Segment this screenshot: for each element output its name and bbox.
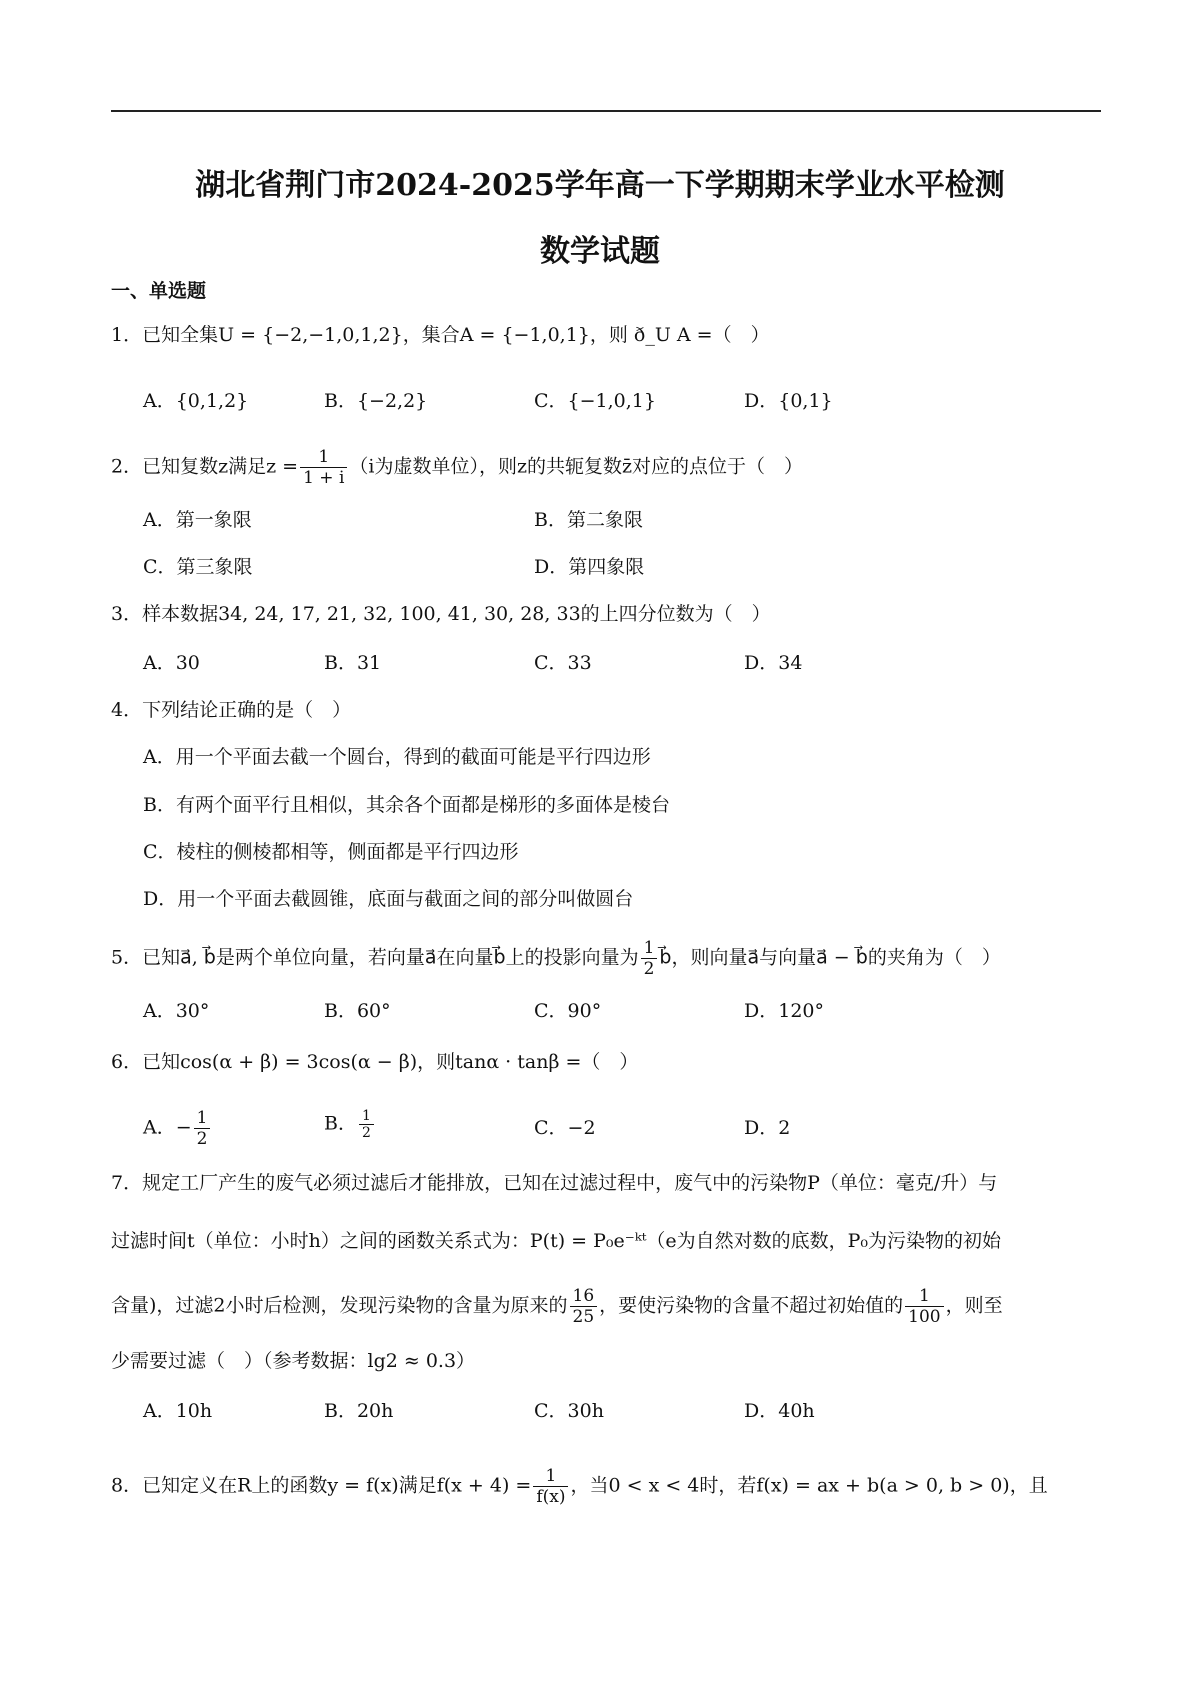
q6-option-c: C．−2	[534, 1117, 596, 1139]
q6-option-b	[324, 1108, 376, 1141]
q7-line3-before: 含量)，过滤2小时后检测，发现污染物的含量为原来的	[111, 1294, 568, 1317]
q5-frac-den: 2	[643, 959, 655, 979]
q2-option-b: B．第二象限	[534, 509, 643, 531]
q3-option-c: C．33	[534, 652, 592, 674]
question-7-line-1: 7．规定工厂产生的废气必须过滤后才能排放，已知在过滤过程中，废气中的污染物P（单位：毫克/升）与	[111, 1172, 998, 1194]
q5-option-b: B．60°	[324, 1000, 391, 1022]
question-4-stem: 4．下列结论正确的是（ ）	[111, 699, 352, 721]
q5-option-c: C．90°	[534, 1000, 602, 1022]
q7-option-a: A．10h	[143, 1400, 213, 1422]
q5-stem-before: 5．已知a⃗, b⃗是两个单位向量，若向量a⃗在向量b⃗上的投影向量为	[111, 946, 639, 969]
q7-frac1-num: 16	[570, 1286, 598, 1307]
question-3-stem: 3．样本数据34, 24, 17, 21, 32, 100, 41, 30, 28, 33的上四分位数为（ ）	[111, 603, 771, 625]
q8-frac-num: 1	[533, 1466, 568, 1487]
q8-fraction	[533, 1466, 568, 1507]
question-1-stem: 1．已知全集U = {−2,−1,0,1,2}，集合A = {−1,0,1}，则 ð_U A =（ ）	[111, 324, 770, 346]
question-6-stem: 6．已知cos(α + β) = 3cos(α − β)，则tanα · tanβ =（ ）	[111, 1051, 639, 1073]
exam-title: 湖北省荆门市2024-2025学年高一下学期期末学业水平检测	[195, 168, 1005, 203]
q2-frac-den: 1 + i	[303, 468, 345, 488]
q5-option-d: D．120°	[744, 1000, 824, 1022]
q6-option-d: D．2	[744, 1117, 791, 1139]
q3-option-d: D．34	[744, 652, 803, 674]
q2-fraction	[300, 447, 347, 488]
q5-option-a: A．30°	[143, 1000, 210, 1022]
q6-a-num: 1	[194, 1108, 211, 1129]
q7-frac1-den: 25	[572, 1307, 595, 1327]
question-7-line-4: 少需要过滤（ ）（参考数据：lg2 ≈ 0.3）	[111, 1350, 476, 1372]
q3-option-a: A．30	[143, 652, 200, 674]
q5-stem-after: b⃗，则向量a⃗与向量a⃗ − b⃗的夹角为（ ）	[659, 946, 1001, 969]
q8-stem-before: 8．已知定义在R上的函数y = f(x)满足f(x + 4) =	[111, 1474, 532, 1497]
q2-option-d: D．第四象限	[534, 556, 645, 578]
q6-option-a	[143, 1108, 212, 1149]
q4-option-b: B．有两个面平行且相似，其余各个面都是梯形的多面体是棱台	[143, 794, 670, 816]
question-2-stem	[111, 447, 803, 488]
q2-frac-num: 1	[300, 447, 347, 468]
question-8-stem	[111, 1466, 1048, 1507]
top-rule	[111, 110, 1101, 112]
q2-stem-before: 2．已知复数z满足z =	[111, 455, 299, 478]
q1-option-d: D．{0,1}	[744, 390, 833, 412]
q2-stem-after: （i为虚数单位），则z的共轭复数z̄对应的点位于（ ）	[349, 455, 803, 478]
question-7-line-2: 过滤时间t（单位：小时h）之间的函数关系式为：P(t) = P₀e⁻ᵏᵗ（e为自然对数的底数，P₀为污染物的初始	[111, 1230, 1002, 1252]
q7-option-c: C．30h	[534, 1400, 604, 1422]
q8-frac-den: f(x)	[536, 1487, 566, 1507]
q7-option-b: B．20h	[324, 1400, 394, 1422]
q7-fraction-2	[905, 1286, 943, 1327]
q5-frac-num: 1	[641, 938, 658, 959]
q1-option-c: C．{−1,0,1}	[534, 390, 656, 412]
q4-option-a: A．用一个平面去截一个圆台，得到的截面可能是平行四边形	[143, 746, 651, 768]
section-heading: 一、单选题	[111, 280, 207, 302]
q1-option-a: A．{0,1,2}	[143, 390, 249, 412]
q3-option-b: B．31	[324, 652, 382, 674]
q6-b-den: 2	[361, 1125, 371, 1141]
q7-frac2-den: 100	[908, 1307, 941, 1327]
exam-subtitle: 数学试题	[540, 234, 660, 269]
q7-frac2-num: 1	[905, 1286, 943, 1307]
q6-b-num: 1	[359, 1108, 374, 1125]
q4-option-c: C．棱柱的侧棱都相等，侧面都是平行四边形	[143, 841, 519, 863]
q6-option-a-fraction	[194, 1108, 211, 1149]
q7-fraction-1	[570, 1286, 598, 1327]
q7-option-d: D．40h	[744, 1400, 815, 1422]
q7-line3-mid: ，要使污染物的含量不超过初始值的	[599, 1294, 904, 1317]
q6-option-a-prefix: A．−	[143, 1116, 192, 1139]
q6-option-b-prefix: B．	[324, 1112, 357, 1135]
question-5-stem	[111, 938, 1001, 979]
q1-option-b: B．{−2,2}	[324, 390, 428, 412]
q8-stem-after: ，当0 < x < 4时，若f(x) = ax + b(a > 0, b > 0)，且	[570, 1474, 1048, 1497]
q2-option-a: A．第一象限	[143, 509, 252, 531]
q4-option-d: D．用一个平面去截圆锥，底面与截面之间的部分叫做圆台	[143, 888, 634, 910]
question-7-line-3	[111, 1286, 1003, 1327]
q2-option-c: C．第三象限	[143, 556, 253, 578]
q5-fraction	[641, 938, 658, 979]
q6-a-den: 2	[196, 1129, 208, 1149]
q7-line3-after: ，则至	[945, 1294, 1003, 1317]
q6-option-b-fraction	[359, 1108, 374, 1141]
